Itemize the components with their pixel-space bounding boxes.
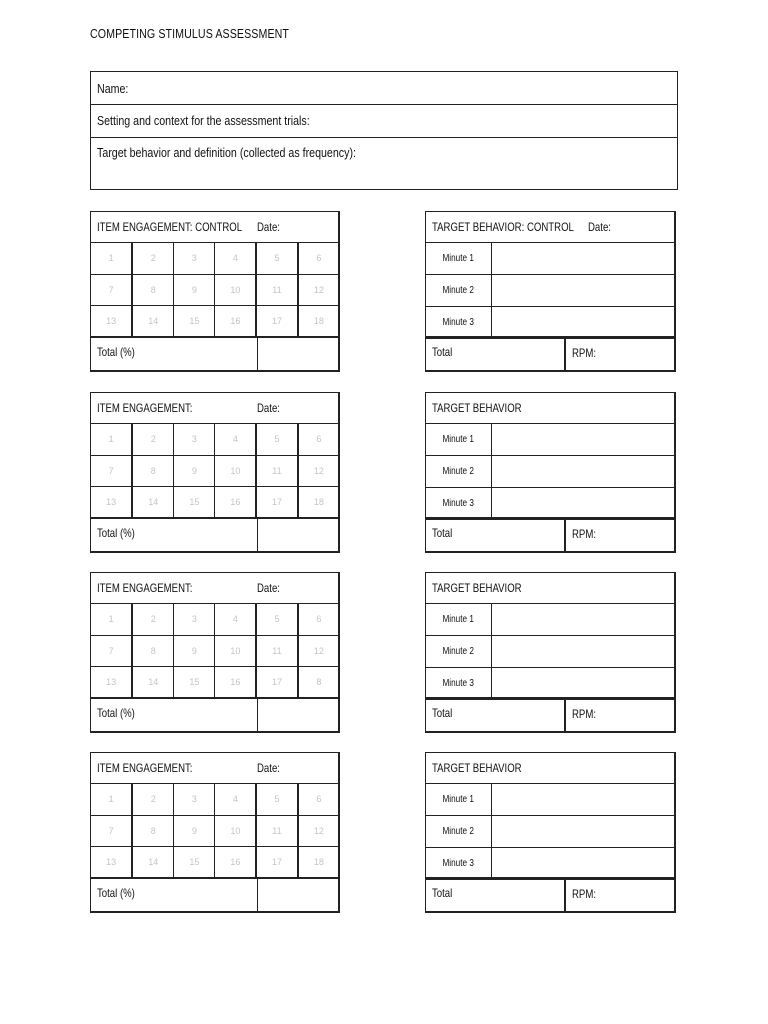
interval-cell[interactable]: 14 (132, 486, 173, 517)
minute-row[interactable] (426, 636, 674, 668)
minute-row[interactable] (426, 668, 674, 700)
interval-cell[interactable]: 2 (132, 424, 173, 455)
item-engagement-block (90, 392, 340, 553)
interval-cell[interactable]: 13 (91, 305, 132, 336)
target-total-row (426, 517, 674, 551)
interval-cell[interactable]: 6 (298, 784, 339, 815)
target-behavior-label: TARGET BEHAVIOR (432, 401, 522, 415)
interval-cell[interactable]: 10 (215, 274, 256, 305)
engagement-total-row (91, 517, 338, 551)
name-label: Name: (97, 81, 129, 96)
interval-cell[interactable]: 1 (91, 243, 132, 274)
interval-cell[interactable]: 4 (215, 604, 256, 635)
date-label[interactable]: Date: (257, 761, 280, 775)
rpm-label: RPM: (572, 887, 596, 901)
interval-cell[interactable]: 12 (298, 635, 339, 666)
minute-row[interactable] (426, 816, 674, 848)
target-behavior-header (426, 573, 674, 604)
engagement-grid-row (91, 424, 339, 455)
interval-cell[interactable]: 11 (256, 815, 297, 846)
interval-cell[interactable]: 17 (256, 846, 297, 877)
interval-cell[interactable]: 4 (215, 424, 256, 455)
interval-cell[interactable]: 13 (91, 486, 132, 517)
target-total-row (426, 336, 674, 370)
interval-cell[interactable]: 8 (132, 274, 173, 305)
interval-cell[interactable]: 5 (256, 243, 297, 274)
setting-field[interactable] (91, 105, 677, 138)
participant-info-box (90, 71, 678, 190)
target-total-row (426, 877, 674, 911)
interval-cell[interactable]: 17 (256, 666, 297, 697)
interval-cell[interactable]: 17 (256, 305, 297, 336)
interval-cell[interactable]: 9 (174, 455, 215, 486)
total-percent-field[interactable] (257, 519, 338, 551)
minute-label: Minute 3 (426, 848, 492, 879)
interval-cell[interactable]: 8 (132, 635, 173, 666)
interval-cell[interactable]: 7 (91, 815, 132, 846)
interval-cell[interactable]: 13 (91, 666, 132, 697)
interval-cell[interactable]: 16 (215, 486, 256, 517)
interval-cell[interactable]: 15 (174, 486, 215, 517)
engagement-grid-row (91, 486, 339, 517)
minute-row[interactable] (426, 275, 674, 307)
interval-cell[interactable]: 16 (215, 666, 256, 697)
engagement-header (91, 393, 338, 424)
item-engagement-block (90, 572, 340, 733)
engagement-header (91, 753, 338, 784)
interval-cell[interactable]: 5 (256, 424, 297, 455)
interval-cell[interactable]: 15 (174, 846, 215, 877)
rpm-field[interactable] (564, 338, 674, 370)
minute-label: Minute 3 (426, 488, 492, 519)
rpm-label: RPM: (572, 707, 596, 721)
target-behavior-block (425, 211, 676, 372)
target-behavior-label: TARGET BEHAVIOR: CONTROL (432, 220, 574, 234)
interval-cell[interactable]: 8 (132, 455, 173, 486)
interval-cell[interactable]: 16 (215, 846, 256, 877)
total-percent-field[interactable] (257, 699, 338, 731)
minute-row[interactable] (426, 456, 674, 488)
total-label: Total (432, 706, 453, 720)
interval-cell[interactable]: 18 (298, 305, 339, 336)
interval-grid (91, 424, 339, 518)
interval-cell[interactable]: 3 (174, 784, 215, 815)
engagement-grid-row (91, 846, 339, 877)
interval-cell[interactable]: 17 (256, 486, 297, 517)
engagement-grid-row (91, 635, 339, 666)
interval-grid (91, 243, 339, 337)
interval-cell[interactable]: 5 (256, 604, 297, 635)
total-percent-label: Total (%) (97, 886, 135, 900)
target-behavior-label: Target behavior and definition (collected as frequency): (97, 145, 356, 160)
interval-cell[interactable]: 10 (215, 455, 256, 486)
rpm-label: RPM: (572, 346, 596, 360)
engagement-grid-row (91, 243, 339, 274)
item-engagement-block (90, 211, 340, 372)
engagement-grid-row (91, 274, 339, 305)
date-label[interactable]: Date: (588, 220, 611, 234)
engagement-grid-row (91, 784, 339, 815)
target-behavior-block (425, 752, 676, 913)
minute-row[interactable] (426, 604, 674, 636)
total-label: Total (432, 886, 453, 900)
engagement-header (91, 573, 338, 604)
minute-label: Minute 2 (426, 816, 492, 847)
interval-cell[interactable]: 1 (91, 784, 132, 815)
interval-cell[interactable]: 16 (215, 305, 256, 336)
minute-row[interactable] (426, 243, 674, 275)
total-percent-label: Total (%) (97, 526, 135, 540)
minute-row[interactable] (426, 488, 674, 520)
interval-cell[interactable]: 3 (174, 604, 215, 635)
target-total-row (426, 697, 674, 731)
total-label: Total (432, 526, 453, 540)
interval-grid (91, 784, 339, 878)
minute-label: Minute 3 (426, 307, 492, 338)
target-behavior-header (426, 393, 674, 424)
minute-label: Minute 3 (426, 668, 492, 699)
interval-cell[interactable]: 8 (298, 666, 339, 697)
interval-cell[interactable]: 3 (174, 424, 215, 455)
engagement-label: ITEM ENGAGEMENT: CONTROL (97, 220, 243, 234)
target-behavior-block (425, 572, 676, 733)
interval-cell[interactable]: 10 (215, 635, 256, 666)
engagement-total-row (91, 877, 338, 911)
interval-grid (91, 604, 339, 698)
interval-cell[interactable]: 3 (174, 243, 215, 274)
minute-label: Minute 2 (426, 456, 492, 487)
total-percent-label: Total (%) (97, 706, 135, 720)
engagement-grid-row (91, 455, 339, 486)
engagement-header (91, 212, 338, 243)
engagement-grid-row (91, 815, 339, 846)
name-field[interactable] (91, 72, 677, 105)
minute-label: Minute 1 (426, 784, 492, 815)
rpm-field[interactable] (564, 879, 674, 911)
interval-cell[interactable]: 2 (132, 243, 173, 274)
date-label[interactable]: Date: (257, 220, 280, 234)
interval-cell[interactable]: 13 (91, 846, 132, 877)
date-label[interactable]: Date: (257, 401, 280, 415)
engagement-total-row (91, 336, 338, 370)
interval-cell[interactable]: 7 (91, 274, 132, 305)
target-behavior-header (426, 212, 674, 243)
page-title: COMPETING STIMULUS ASSESSMENT (90, 26, 290, 41)
interval-cell[interactable]: 5 (256, 784, 297, 815)
interval-cell[interactable]: 11 (256, 455, 297, 486)
interval-cell[interactable]: 4 (215, 784, 256, 815)
interval-cell[interactable]: 15 (174, 666, 215, 697)
interval-cell[interactable]: 14 (132, 305, 173, 336)
minute-label: Minute 2 (426, 636, 492, 667)
engagement-grid-row (91, 666, 339, 697)
interval-cell[interactable]: 9 (174, 635, 215, 666)
total-percent-field[interactable] (257, 879, 338, 911)
interval-cell[interactable]: 1 (91, 604, 132, 635)
setting-label: Setting and context for the assessment trials: (97, 113, 310, 128)
interval-cell[interactable]: 14 (132, 666, 173, 697)
target-behavior-block (425, 392, 676, 553)
minute-row[interactable] (426, 848, 674, 880)
engagement-total-row (91, 697, 338, 731)
engagement-grid-row (91, 305, 339, 336)
interval-cell[interactable]: 2 (132, 604, 173, 635)
minute-row[interactable] (426, 307, 674, 339)
engagement-label: ITEM ENGAGEMENT: (97, 761, 193, 775)
interval-cell[interactable]: 11 (256, 635, 297, 666)
rpm-field[interactable] (564, 699, 674, 731)
interval-cell[interactable]: 6 (298, 424, 339, 455)
interval-cell[interactable]: 1 (91, 424, 132, 455)
interval-cell[interactable]: 2 (132, 784, 173, 815)
rpm-label: RPM: (572, 527, 596, 541)
interval-cell[interactable]: 18 (298, 486, 339, 517)
total-label: Total (432, 345, 453, 359)
interval-cell[interactable]: 14 (132, 846, 173, 877)
target-behavior-label: TARGET BEHAVIOR (432, 761, 522, 775)
interval-cell[interactable]: 18 (298, 846, 339, 877)
minute-label: Minute 1 (426, 604, 492, 635)
interval-cell[interactable]: 7 (91, 635, 132, 666)
interval-cell[interactable]: 12 (298, 455, 339, 486)
total-percent-field[interactable] (257, 338, 338, 370)
target-behavior-field[interactable] (91, 138, 677, 190)
interval-cell[interactable]: 11 (256, 274, 297, 305)
engagement-label: ITEM ENGAGEMENT: (97, 401, 193, 415)
minute-row[interactable] (426, 784, 674, 816)
minute-label: Minute 2 (426, 275, 492, 306)
total-percent-label: Total (%) (97, 345, 135, 359)
target-behavior-label: TARGET BEHAVIOR (432, 581, 522, 595)
minute-label: Minute 1 (426, 243, 492, 274)
target-behavior-header (426, 753, 674, 784)
engagement-label: ITEM ENGAGEMENT: (97, 581, 193, 595)
rpm-field[interactable] (564, 519, 674, 551)
engagement-grid-row (91, 604, 339, 635)
interval-cell[interactable]: 9 (174, 274, 215, 305)
date-label[interactable]: Date: (257, 581, 280, 595)
interval-cell[interactable]: 12 (298, 274, 339, 305)
minute-label: Minute 1 (426, 424, 492, 455)
interval-cell[interactable]: 10 (215, 815, 256, 846)
interval-cell[interactable]: 4 (215, 243, 256, 274)
interval-cell[interactable]: 9 (174, 815, 215, 846)
interval-cell[interactable]: 6 (298, 243, 339, 274)
minute-row[interactable] (426, 424, 674, 456)
interval-cell[interactable]: 12 (298, 815, 339, 846)
item-engagement-block (90, 752, 340, 913)
interval-cell[interactable]: 6 (298, 604, 339, 635)
interval-cell[interactable]: 8 (132, 815, 173, 846)
interval-cell[interactable]: 7 (91, 455, 132, 486)
interval-cell[interactable]: 15 (174, 305, 215, 336)
